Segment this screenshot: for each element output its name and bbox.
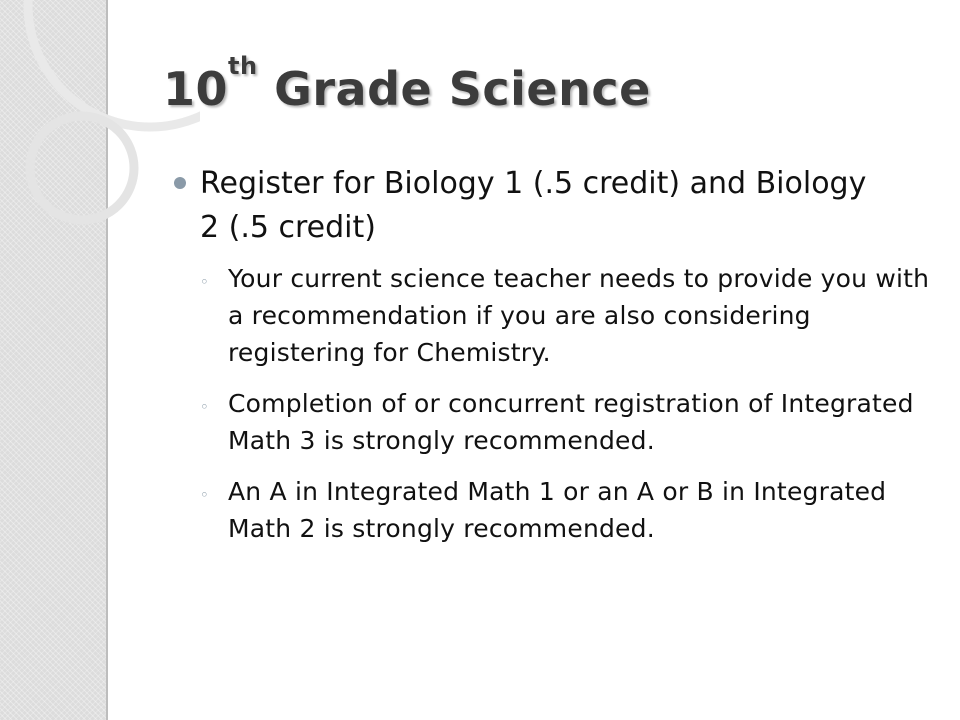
slide-title-number: 10	[163, 62, 229, 116]
slide-title	[163, 52, 651, 116]
slide-content	[174, 162, 944, 561]
sub-bullet-math-grades	[200, 473, 933, 547]
sub-bullet-list	[174, 260, 944, 547]
sub-bullet-text: Completion of or concurrent registration of Integrated Math 3 is strongly recommended.	[228, 389, 914, 455]
decorative-circle-small	[30, 116, 134, 220]
slide-title-superscript: th	[228, 52, 258, 80]
decorative-circles	[0, 0, 200, 300]
sub-bullet-text: An A in Integrated Math 1 or an A or B in Integrated Math 2 is strongly recommended.	[228, 477, 887, 543]
hollow-circle-bullet-icon: ◦	[200, 398, 210, 416]
hollow-circle-bullet-icon: ◦	[200, 273, 210, 291]
sub-bullet-teacher-recommendation	[200, 260, 933, 371]
hollow-circle-bullet-icon: ◦	[200, 486, 210, 504]
filled-circle-bullet-icon	[174, 177, 186, 189]
main-bullet	[174, 162, 890, 250]
sub-bullet-text: Your current science teacher needs to provide you with a recommendation if you are also considering registering for Chemistry.	[228, 264, 930, 367]
main-bullet-text: Register for Biology 1 (.5 credit) and Biology 2 (.5 credit)	[200, 166, 867, 245]
slide-title-text: Grade Science	[257, 62, 651, 116]
sub-bullet-math-3	[200, 385, 933, 459]
